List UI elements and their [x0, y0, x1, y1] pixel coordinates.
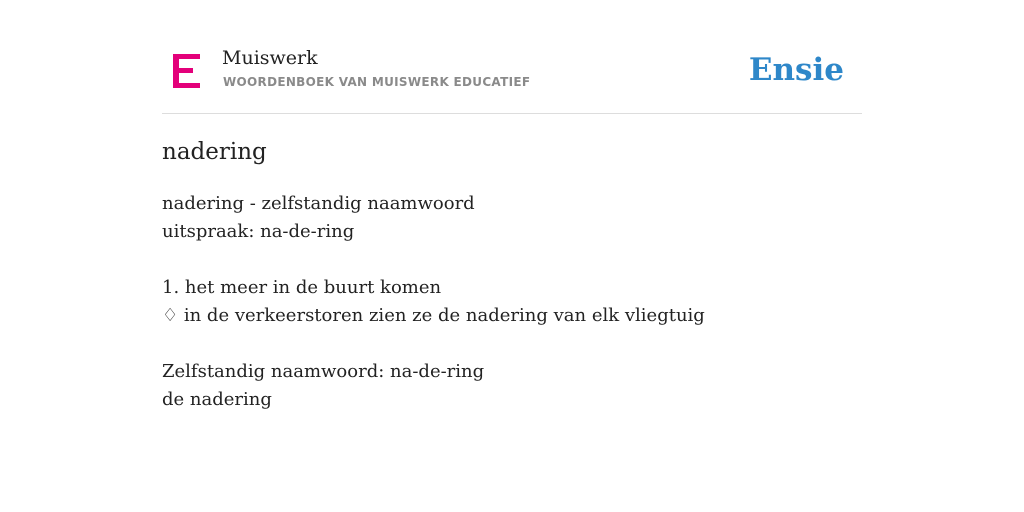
brand-name[interactable]: Muiswerk	[222, 47, 318, 69]
entry-content	[162, 136, 862, 414]
spacer	[162, 330, 862, 358]
ensie-logo[interactable]: Ensie	[748, 52, 844, 88]
example-line: ♢ in de verkeerstoren zien ze de nadering van elk vliegtuig	[162, 305, 705, 326]
logo-bar-middle	[173, 68, 193, 73]
spacer	[162, 246, 862, 274]
word-type-line: nadering - zelfstandig naamwoord	[162, 193, 475, 214]
definition-block	[162, 190, 862, 414]
meaning-line: 1. het meer in de buurt komen	[162, 277, 442, 298]
grammar-line: Zelfstandig naamwoord: na-de-ring	[162, 361, 485, 382]
site-header	[162, 40, 862, 114]
brand-subtitle: WOORDENBOEK VAN MUISWERK EDUCATIEF	[223, 75, 531, 89]
muiswerk-logo-icon[interactable]	[173, 54, 200, 88]
logo-bar-bottom	[173, 83, 200, 88]
article-line: de nadering	[162, 389, 272, 410]
pronunciation-line: uitspraak: na-de-ring	[162, 221, 355, 242]
entry-title: nadering	[162, 139, 267, 165]
